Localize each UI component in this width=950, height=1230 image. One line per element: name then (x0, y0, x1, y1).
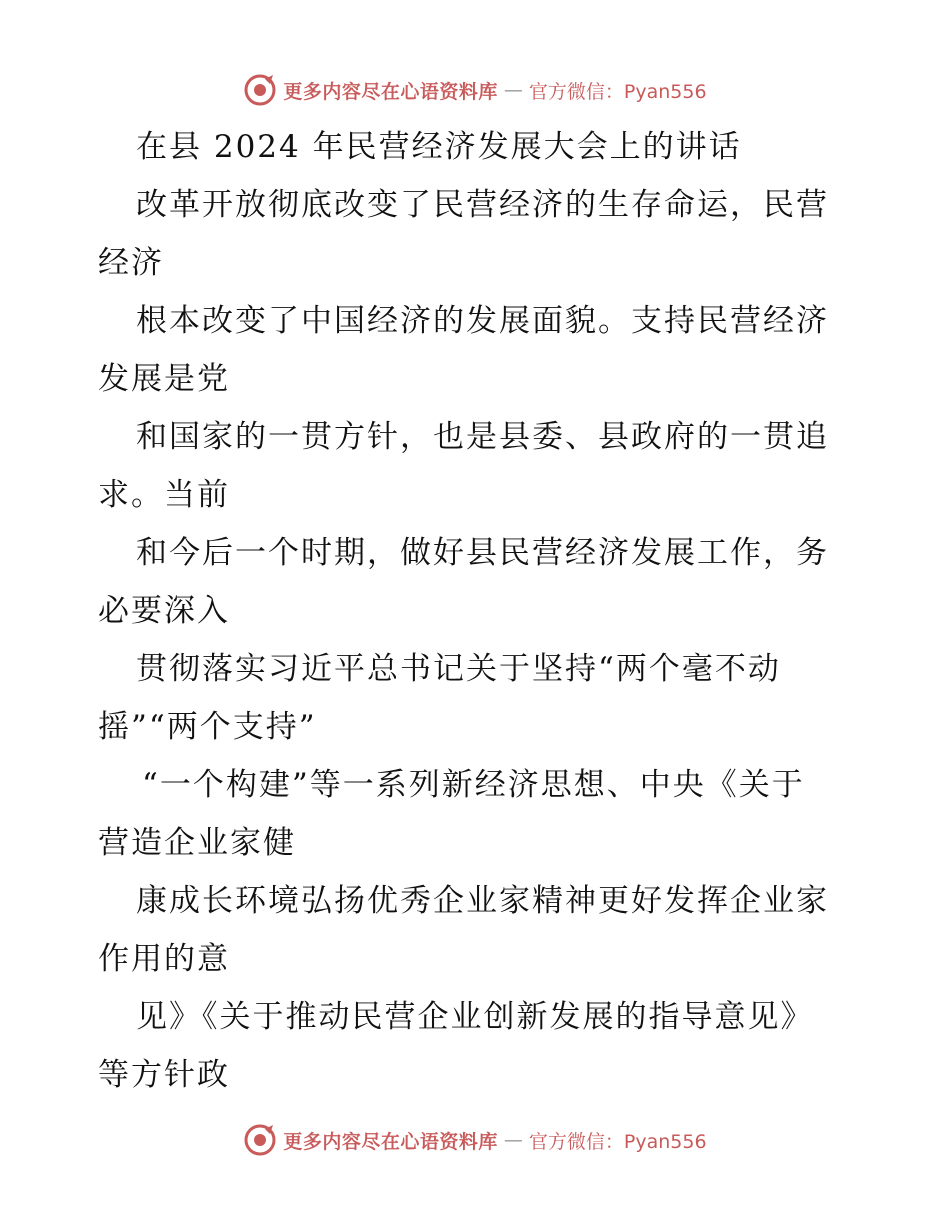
banner-wechat: 官方微信：Pyan556 (528, 80, 707, 103)
text-line: 贯彻落实习近平总书记关于坚持“两个毫不动 (136, 651, 781, 687)
text-line: 作用的意 (98, 941, 230, 977)
banner-wechat: 官方微信：Pyan556 (528, 1130, 707, 1153)
pen-logo-icon (243, 1123, 277, 1157)
banner-brand: 更多内容尽在心语资料库 (283, 80, 498, 103)
text-line: 营造企业家健 (98, 825, 296, 861)
text-line: 必要深入 (98, 593, 230, 629)
pen-logo-icon (243, 73, 277, 107)
banner-brand: 更多内容尽在心语资料库 (283, 1130, 498, 1153)
text-line: 和国家的一贯方针，也是县委、县政府的一贯追 (136, 419, 829, 455)
text-line: 改革开放彻底改变了民营经济的生存命运，民营 (136, 187, 829, 223)
banner-separator: — (503, 79, 523, 101)
document-body (98, 118, 858, 1104)
text-line: 根本改变了中国经济的发展面貌。支持民营经济 (136, 303, 829, 339)
footer-watermark (0, 1120, 950, 1160)
text-line: 发展是党 (98, 361, 230, 397)
text-line: 摇”“两个支持” (98, 709, 317, 745)
text-line: 康成长环境弘扬优秀企业家精神更好发挥企业家 (136, 883, 829, 919)
text-line: 和今后一个时期，做好县民营经济发展工作，务 (136, 535, 829, 571)
text-line: 经济 (98, 245, 164, 281)
text-line: 见》《关于推动民营企业创新发展的指导意见》 (136, 999, 814, 1035)
text-line: 等方针政 (98, 1057, 230, 1093)
text-line: “一个构建”等一系列新经济思想、中央《关于 (142, 767, 805, 803)
text-line: 求。当前 (98, 477, 230, 513)
document-title: 在县 2024 年民营经济发展大会上的讲话 (136, 129, 742, 165)
header-watermark (0, 70, 950, 110)
banner-separator: — (503, 1129, 523, 1151)
